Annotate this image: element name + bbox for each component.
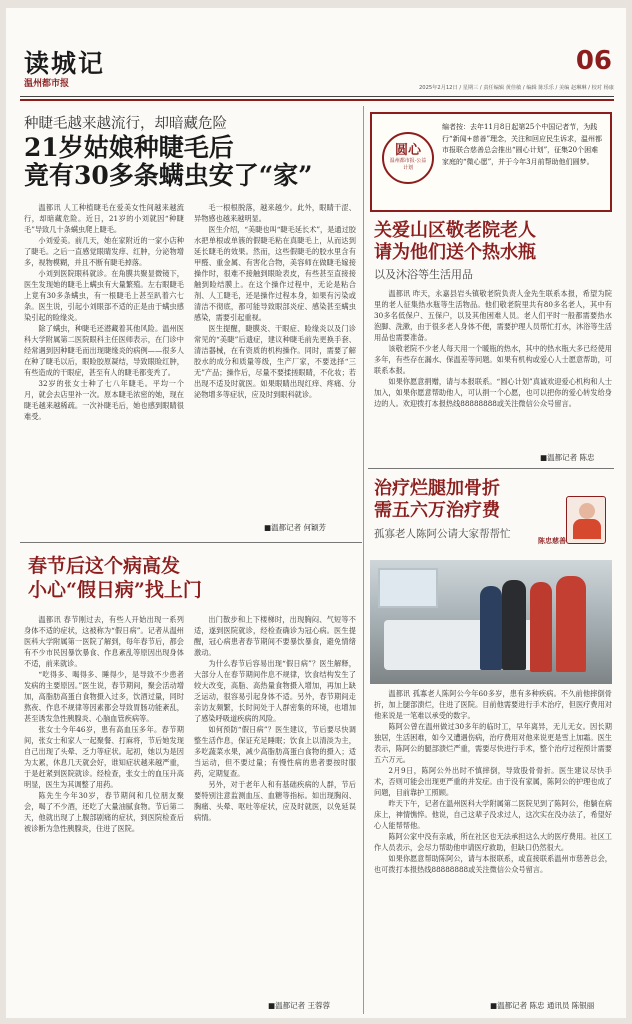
article1-paragraph: 除了螨虫，种睫毛还潜藏着其他风险。温州医科大学附属第二医院眼科主任医师表示，在门诊中经常遇到因种睫毛而出现睫缘炎的病例——很多人在种了睫毛以后，眼睑胶原凝结，导致眼睑红肿，有些造成的干眼症，甚至有人的睫毛都变秃了。 (24, 324, 184, 377)
article3-paragraph: 陈阿公家中没有亲戚，所在社区也无法承担这么大的医疗费用。社区工作人员表示，会尽力帮助他申请医疗救助，但缺口仍然很大。 (374, 832, 612, 852)
header-rule (20, 96, 614, 97)
article3-paragraph: 温都讯 孤寡老人陈阿公今年60多岁，患有多种疾病。不久前他摔倒骨折，加上腿部溃烂，住进了医院。目前他需要进行手术治疗，但医疗费用对他来说是一笔难以承受的数字。 (374, 689, 612, 720)
article4-paragraph: 如何预防“假日病”？医生建议，节后要尽快调整生活作息，保证充足睡眠；饮食上以清淡为主，多吃蔬菜水果，减少高脂肪高蛋白食物的摄入；适当运动，但不要过量；有慢性病的患者要按时服药，定期复查。 (194, 725, 356, 778)
mascot-body (573, 519, 601, 539)
hospital-photo (370, 560, 612, 684)
article2-body (374, 288, 612, 450)
article3-byline: ■温都记者 陈忠 通讯员 陈银丽 (490, 1001, 595, 1010)
charity-tag: 陈忠慈善 (538, 537, 566, 545)
article1-paragraph: 32岁的张女士种了七八年睫毛。平均一个月，就会去店里补一次。原本睫毛浓密的她，现在睫毛越来越稀疏。一次补睫毛后，她也感到眼睛很难受。 (24, 379, 184, 421)
article3-paragraph: 昨天下午，记者在温州医科大学附属第二医院见到了陈阿公，他躺在病床上，神情憔悴。他说，自己这辈子没求过人，这次实在没办法了，希望好心人能帮帮他。 (374, 799, 612, 830)
page-number: 06 (575, 46, 612, 76)
article4-column-1 (24, 614, 184, 1010)
yuanxin-logo (382, 132, 434, 184)
article4-paragraph: 温都讯 春节刚过去，有些人开始出现一系列身体不适的症状，这被称为“假日病”。记者从温州医科大学附属第一医院了解到，每年春节后，都会有不少市民因暴饮暴食、作息紊乱等原因出现身体不适，前来就诊。 (24, 615, 184, 668)
article4-headline-line1: 春节后这个病高发 (28, 555, 181, 577)
article4-paragraph: “吃得多、喝得多、睡得少，是导致不少患者发病的主要原因。”医生说，春节期间，聚会活动增加，高脂肪高蛋白食物摄入过多，饮酒过量，同时熬夜、作息不规律等因素都会导致胃肠功能紊乱，甚至诱发急性胰腺炎、心脑血管疾病等。 (24, 670, 184, 723)
photo-person (480, 586, 502, 670)
article4-paragraph: 出门散步和上下楼梯时，出现胸闷、气短等不适，遂到医院就诊，经检查确诊为冠心病。医生提醒，冠心病患者春节期间不要暴饮暴食，避免情绪激动。 (194, 615, 356, 657)
article1-paragraph: 小刘爱美。前几天，她在家附近的一家小店种了睫毛。之后一直感觉眼睛发痒、红肿，分泌物增多，视物模糊，并且不断有睫毛掉落。 (24, 236, 184, 267)
photo-window (378, 568, 438, 608)
article2-headline-line1: 关爱山区敬老院老人 (374, 220, 536, 241)
column-name: 读城记 (24, 49, 106, 78)
article1-paragraph: 温都讯 人工种植睫毛在爱美女性间越来越流行，却暗藏危险。近日，21岁的小刘就因“种睫毛”导致几十条螨虫爬上睫毛。 (24, 203, 184, 234)
article1-kicker: 种睫毛越来越流行，却暗藏危险 (24, 116, 227, 132)
page-meta: 2025年2月12日 / 星期三 / 责任编辑 黄佳敏 / 编辑 陈乐乐 / 美编 赵琳琳 / 校对 杨康 (419, 85, 614, 91)
article4-byline: ■温都记者 王蓉蓉 (268, 1001, 330, 1010)
article3-subhead: 孤寡老人陈阿公请大家帮帮忙 (374, 528, 511, 540)
article1-paragraph: 小刘到医院眼科就诊。在角膜共聚显微镜下，医生发现她的睫毛上螨虫有大量繁殖。左右眼睫毛上竟有30多条螨虫，有一根睫毛上甚至趴着六七条。医生说，引起小刘眼部不适的正是由于螨虫感染引起的睑缘炎。 (24, 269, 184, 322)
logo-title: 圆心 (394, 143, 421, 158)
article2-paragraph: 该敬老院不少老人每天用一个暖瓶的热水，其中的热水瓶大多已经使用多年，有些存在漏水、保温差等问题。如果有机构或爱心人士愿意帮助，可联系本报。 (374, 344, 612, 375)
article3-paragraph: 2月9日，陈阿公外出时不慎摔倒，导致股骨骨折。医生建议尽快手术，否则可能会出现更严重的并发症。由于没有家属，陈阿公的护理也成了问题，目前靠护工照顾。 (374, 766, 612, 797)
article3-paragraph: 陈阿公曾在温州做过30多年的临时工，早年离异，无儿无女。因长期独居，生活困难，如今又遭遇伤病，治疗费用对他来说更是雪上加霜。医生表示，陈阿公的腿部溃烂严重，需要尽快进行手术，整个治疗过程预计需要五六万元。 (374, 722, 612, 764)
article1-paragraph: 医生提醒，睫膜炎、干眼症、睑缘炎以及门诊常见的“美睫”后遗症，建议种睫毛前先更换手套、清洁器械，在有资质的机构操作。同时，需要了解胶水的成分和质量等级，生产厂家，不要选择“三无”产品；操作后，尽量不要揉搓眼睛，不化妆；若出现不适及时就医。如果眼睛出现红痒、疼痛、分泌物增多等症状，应及时到眼科就诊。 (194, 324, 356, 399)
article2-subhead: 以及沐浴等生活用品 (374, 268, 473, 281)
article4-paragraph: 陈先生今年30岁，春节期间和几位朋友聚会，喝了不少酒，还吃了大量油腻食物。节后第二天，他就出现了上腹部剧痛的症状，到医院检查后被诊断为急性胰腺炎，住进了医院。 (24, 791, 184, 833)
divider (368, 468, 614, 469)
mascot-head (579, 503, 595, 519)
article1-byline: ■温都记者 何颖芳 (264, 523, 326, 532)
photo-person (556, 576, 586, 672)
photo-person (530, 582, 552, 672)
article1-column-2 (194, 202, 356, 518)
editor-note-box (370, 112, 612, 212)
logo-subtitle: 温州都市报·公益计划 (389, 158, 427, 171)
article4-column-2 (194, 614, 356, 996)
article4-headline-line2: 小心“假日病”找上门 (28, 579, 202, 601)
article2-headline-line2: 请为他们送个热水瓶 (374, 242, 536, 263)
article4-paragraph: 张女士今年46岁，患有高血压多年。春节期间，张女士和家人一起聚餐、打麻将，节后她发现自己出现了头晕、乏力等症状。起初，她以为是因为太累，休息几天就会好，谁知症状越来越严重，于是赶紧到医院就诊。经检查，张女士的血压升高明显，医生为其调整了用药。 (24, 725, 184, 789)
paper-name: 温州都市报 (24, 79, 70, 89)
article3-headline-line1: 治疗烂腿加骨折 (374, 478, 500, 499)
photo-person (502, 580, 526, 670)
article1-paragraph: 毛一根根脱落，越来越少。此外，眼睛干涩、异物感也越来越明显。 (194, 203, 356, 223)
article4-paragraph: 为什么春节后容易出现“假日病”？医生解释，大部分人在春节期间作息不规律，饮食结构发生了较大改变，高脂、高热量食物摄入增加，再加上缺乏运动，很容易引起身体不适。另外，春节期间走亲访友频繁，长时间处于人群密集的环境，也增加了感染呼吸道疾病的风险。 (194, 659, 356, 723)
article1-paragraph: 医生介绍，“美睫也叫“睫毛延长术”，是通过胶水把单根或单簇的假睫毛粘在真睫毛上，从而达到延长睫毛的效果。然而，这些假睫毛的胶水里含有甲醛、重金属、有害化合物，美容师在做睫毛嫁接操作时，很难不接触到眼睑表皮，有些甚至直接接触到睑结膜上。在这个操作过程中，无论是粘合剂、人工睫毛，还是操作过程本身，如果有污染或清洁不彻底，都可能导致眼部炎症、感染甚至螨虫感染，需要引起重视。 (194, 225, 356, 322)
charity-mascot-icon (566, 496, 606, 544)
article4-paragraph: 另外，对于老年人和有基础疾病的人群，节后要特别注意监测血压、血糖等指标。如出现胸闷、胸痛、头晕、呕吐等症状，应及时就医，以免延误病情。 (194, 780, 356, 822)
article3-body (374, 688, 612, 996)
article2-byline: ■温都记者 陈忠 (540, 453, 595, 462)
article1-column-1 (24, 202, 184, 534)
article1-headline-line1: 21岁姑娘种睫毛后 (24, 133, 234, 162)
article1-headline-line2: 竟有30多条螨虫安了“家” (24, 161, 313, 190)
article2-paragraph: 如果你愿意捐赠，请与本报联系。“圆心计划”真诚欢迎爱心机构和人士加入，如果你愿意帮助他人，可认捐一个心愿，也可以把你的爱心转发给身边的人。欢迎拨打本报热线88888888或关注微信公众号留言。 (374, 377, 612, 408)
header-rule-accent (20, 99, 614, 101)
article2-paragraph: 温都讯 昨天，永嘉县岩头镇敬老院负责人金先生联系本报，希望为院里的老人征集热水瓶等生活物品。他们敬老院里共有80多名老人，其中有30多名低保户、五保户，以及其他困难人员。老人们平时一般都需要热水泡脚、洗漱，由于很多老人身体不便，需要护理人员帮忙打水，沐浴等生活用品也需要准备。 (374, 289, 612, 342)
divider (20, 542, 362, 543)
column-divider (363, 106, 364, 1014)
article3-headline-line2: 需五六万治疗费 (374, 500, 500, 521)
editor-note-text: 编者按：去年11月8日起第25个中国记者节，为践行“新闻+慈善”理念，关注和回应民生诉求，温州都市报联合慈善总会推出“圆心计划”，征集20个困难家庭的“微心愿”，并于今年3月前帮助他们圆梦。 (442, 123, 603, 166)
newspaper-page (6, 8, 626, 1018)
article3-paragraph: 如果你愿意帮助陈阿公，请与本报联系，或直接联系温州市慈善总会，也可拨打本报热线88888888或关注微信公众号留言。 (374, 854, 612, 874)
